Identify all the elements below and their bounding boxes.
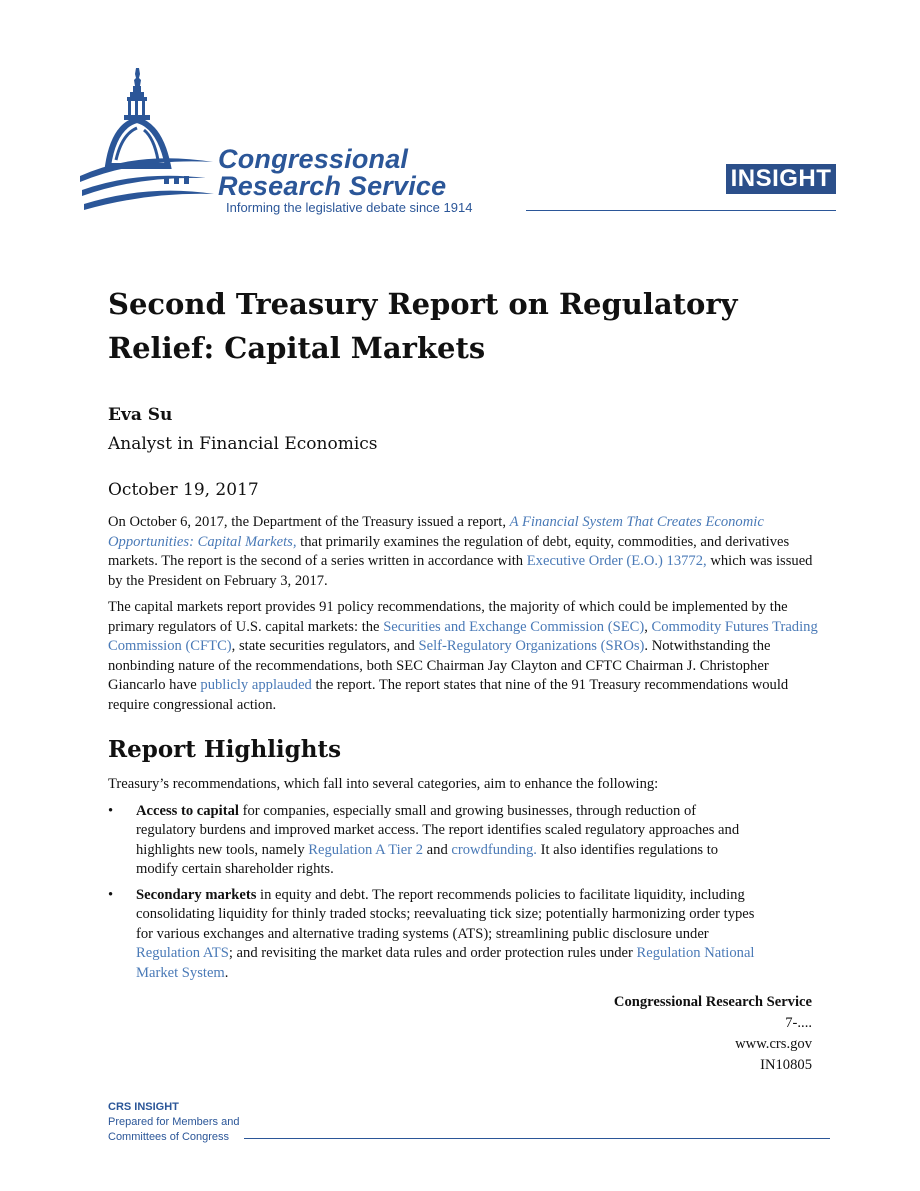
footer-org: Congressional Research Service [613,994,812,1010]
crs-wordmark-line2: Research Service [218,171,447,201]
text-run: It also identifies regulations to modify certain shareholder rights. [136,841,719,877]
footer-site: www.crs.gov [735,1036,812,1052]
footer-code: 7-.... [785,1015,812,1031]
crowdfunding-link[interactable]: crowdfunding. [451,841,537,858]
crs-wordmark [218,146,446,200]
crs-tagline: Informing the legislative debate since 1914 [226,200,473,215]
text-run: , [644,618,652,635]
text-run: the report. The report states that nine of the 91 Treasury recommendations would require congressional action. [108,677,789,713]
text-run: and [423,841,452,858]
footer-divider [244,1138,830,1139]
bullet-term: Access to capital [136,802,239,819]
sec-link[interactable]: Securities and Exchange Commission (SEC) [383,618,645,635]
footer-report-id: IN10805 [760,1057,812,1073]
list-item [108,802,756,880]
text-run: . Notwithstanding the nonbinding nature of the recommendations, both SEC Chairman Jay Clayton and CFTC Chairman J. Christopher Giancarlo have [108,638,771,693]
list-item [108,886,756,984]
publicly-applauded-link[interactable]: publicly applauded [200,677,312,693]
highlights-list [108,802,820,984]
regulation-a-tier2-link[interactable]: Regulation A Tier 2 [308,841,424,858]
footer-insight-title: CRS INSIGHT [108,1101,179,1113]
bullet-icon: • [108,802,114,819]
header-divider [526,210,836,211]
text-run: in equity and debt. The report recommends policies to facilitate liquidity, including consolidating liquidity for thinly traded stocks; reevaluating tick size; potentially harmonizing order types for various exchanges and alternative trading systems (ATS); streamlining public disclosure under [136,886,755,942]
text-run: . [224,964,229,981]
report-body [108,513,820,989]
text-run: ; and revisiting the market data rules and order protection rules under [228,945,637,961]
text-run: The capital markets report provides 91 policy recommendations, the majority of which could be implemented by the primary regulators of U.S. capital markets: the [108,599,788,635]
regulation-nms-link[interactable]: Regulation National Market System [136,945,755,981]
section-heading: Report Highlights [108,736,342,763]
footer-insight-line2: Committees of Congress [108,1131,230,1143]
paragraph-recommendations [108,598,820,715]
executive-order-link[interactable]: Executive Order (E.O.) 13772, [526,553,707,569]
text-run: which was issued by the President on February 3, 2017. [108,553,813,589]
regulation-ats-link[interactable]: Regulation ATS [136,945,229,961]
crs-wordmark-line1: Congressional [218,144,409,174]
paragraph-intro [108,513,820,591]
insight-badge: INSIGHT [726,164,836,194]
author-name: Eva Su [108,405,173,425]
section-intro: Treasury’s recommendations, which fall into several categories, aim to enhance the following: [108,776,659,792]
bullet-term: Secondary markets [136,886,257,903]
bullet-icon: • [108,886,114,903]
treasury-report-link[interactable]: A Financial System That Creates Economic Opportunities: Capital Markets, [108,514,764,550]
report-date: October 19, 2017 [108,480,259,500]
footer-insight-line1: Prepared for Members and [108,1116,240,1128]
sro-link[interactable]: Self-Regulatory Organizations (SROs) [418,638,645,654]
author-title: Analyst in Financial Economics [108,434,378,454]
text-run: that primarily examines the regulation of debt, equity, commodities, and derivatives markets. The report is the second of a series written in accordance with [108,533,790,569]
text-run: for companies, especially small and growing businesses, through reduction of regulatory burdens and improved market access. The report identifies scaled regulatory approaches and highlights new tools, namely [136,802,740,858]
crs-insight-footer [108,1100,239,1145]
report-title: Second Treasury Report on Regulatory Relief: Capital Markets [108,287,738,365]
cftc-link[interactable]: Commodity Futures Trading Commission (CFTC) [108,618,818,654]
footer-meta [614,992,812,1076]
text-run: , state securities regulators, and [231,638,419,654]
text-run: On October 6, 2017, the Department of the Treasury issued a report, [108,514,510,530]
capitol-dome-logo-icon [78,66,218,216]
